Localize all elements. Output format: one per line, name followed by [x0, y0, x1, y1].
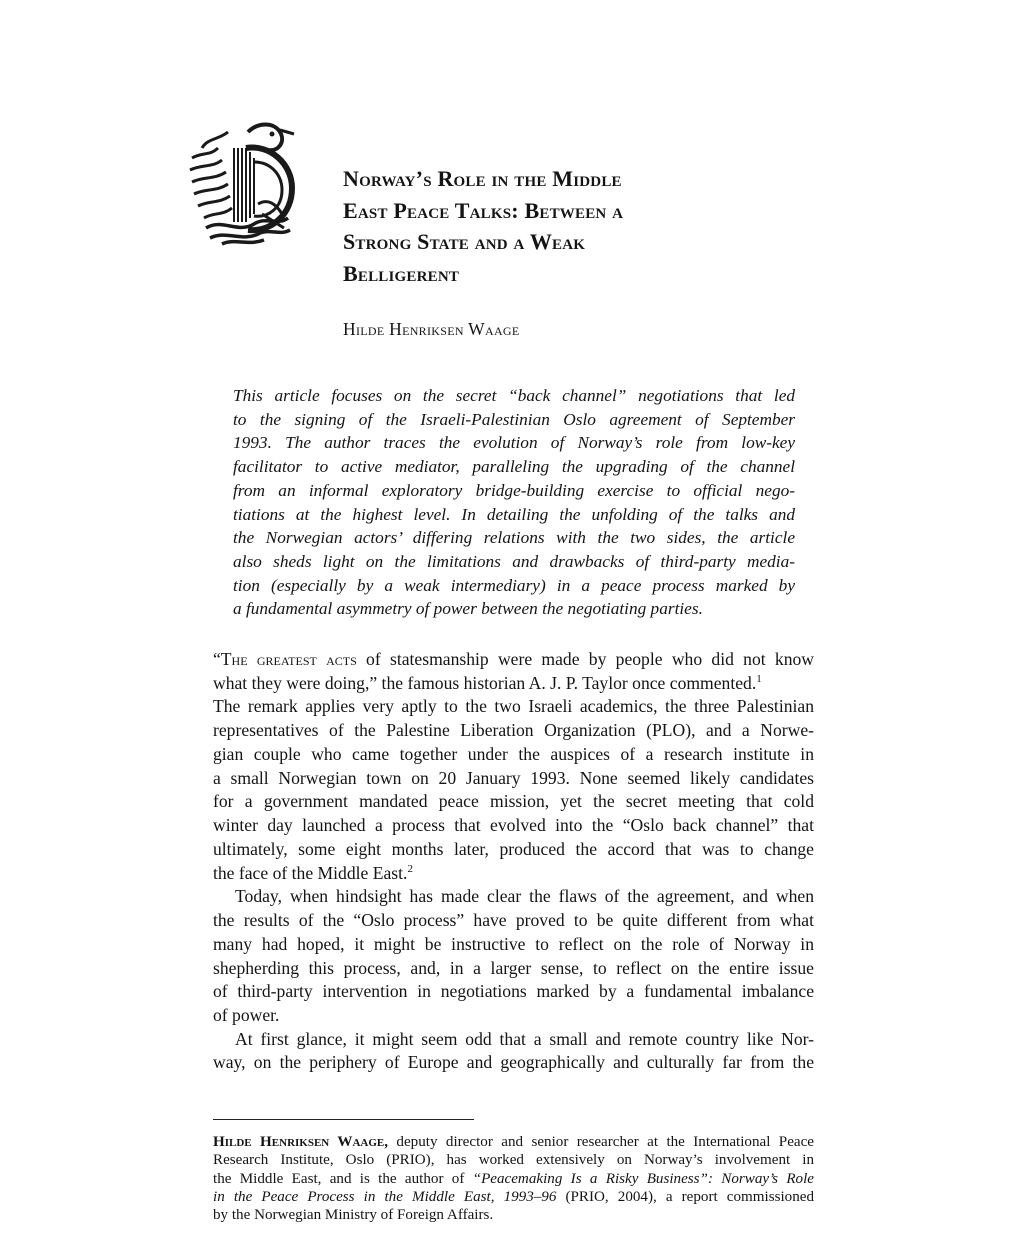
title-line: East Peace Talks: Between a	[343, 197, 624, 223]
bird-emblem-icon	[190, 125, 294, 245]
body-line-text: the face of the Middle East.	[213, 862, 408, 883]
article-title	[343, 163, 743, 289]
footnote-ref[interactable]: 1	[756, 672, 762, 685]
body-line-text: what they were doing,” the famous historian A. J. P. Taylor once commented.	[213, 672, 757, 693]
abstract-line: the Norwegian actors’ differing relations with the two sides, the article	[233, 528, 795, 548]
body-line: of third-party intervention in negotiations marked by a fundamental imbalance	[213, 981, 814, 1002]
abstract-line: a fundamental asymmetry of power between the negotiating parties.	[233, 599, 703, 619]
footnote-text: the Middle East, and is the author of	[213, 1170, 473, 1187]
body-line: representatives of the Palestine Liberation Organization (PLO), and a Norwe-	[213, 720, 814, 741]
journal-logo	[188, 118, 300, 246]
footnote-line: Research Institute, Oslo (PRIO), has worked extensively on Norway’s involvement in	[213, 1152, 814, 1169]
footnote-line	[213, 1133, 814, 1151]
body-line: winter day launched a process that evolved into the “Oslo back channel” that	[213, 815, 814, 836]
abstract-line: also sheds light on the limitations and drawbacks of third-party media-	[233, 551, 795, 571]
abstract	[233, 384, 795, 621]
body-line: for a government mandated peace mission, yet the secret meeting that cold	[213, 791, 814, 812]
body-line: Today, when hindsight has made clear the flaws of the agreement, and when	[235, 886, 814, 907]
body-line: of power.	[213, 1005, 280, 1026]
abstract-line: tion (especially by a weak intermediary) in a peace process marked by	[233, 575, 795, 595]
author-footnote	[213, 1133, 814, 1224]
body-line: a small Norwegian town on 20 January 1993. None seemed likely candidates	[213, 767, 814, 788]
article-author: Hilde Henriksen Waage	[343, 319, 520, 339]
footnote-line	[213, 1188, 814, 1206]
footnote-text: (PRIO, 2004), a report commissioned	[556, 1188, 814, 1205]
title-line: Norway’s Role in the Middle	[343, 166, 622, 191]
body-line: The remark applies very aptly to the two Israeli academics, the three Palestinian	[213, 696, 814, 717]
abstract-line: facilitator to active mediator, paralleling the upgrading of the channel	[233, 457, 795, 477]
footnote-ref[interactable]: 2	[407, 862, 413, 875]
body-line: the results of the “Oslo process” have proved to be quite different from what	[213, 910, 814, 931]
body-line: At first glance, it might seem odd that a small and remote country like Nor-	[235, 1028, 814, 1049]
body-line	[213, 862, 814, 886]
abstract-line: tiations at the highest level. In detailing the unfolding of the talks and	[233, 504, 795, 524]
body-line-text: of statesmanship were made by people who did not know	[356, 649, 814, 669]
footnote-line	[213, 1170, 814, 1188]
body-text	[213, 648, 814, 1075]
body-line	[213, 648, 814, 672]
body-line: gian couple who came together under the auspices of a research institute in	[213, 743, 814, 764]
footnote-author-name: Hilde Henriksen Waage,	[213, 1134, 389, 1150]
opening-small-caps: “The greatest acts	[213, 649, 357, 669]
body-line: many had hoped, it might be instructive to reflect on the role of Norway in	[213, 933, 814, 954]
footnote-rule	[213, 1119, 474, 1120]
abstract-line: 1993. The author traces the evolution of Norway’s role from low-key	[233, 433, 795, 453]
abstract-line: to the signing of the Israeli-Palestinian Oslo agreement of September	[233, 409, 795, 429]
footnote-text: deputy director and senior researcher at the International Peace	[388, 1134, 814, 1150]
body-line: shepherding this process, and, in a larger sense, to reflect on the entire issue	[213, 957, 814, 978]
body-line	[213, 672, 814, 696]
footnote-report-title: in the Peace Process in the Middle East, 1993–96	[213, 1188, 557, 1205]
abstract-line: This article focuses on the secret “back channel” negotiations that led	[233, 386, 795, 405]
footnote-report-title: “Peacemaking Is a Risky Business”: Norway’s Role	[472, 1170, 814, 1187]
abstract-line: from an informal exploratory bridge-building exercise to official nego-	[233, 480, 795, 500]
title-line: Belligerent	[343, 260, 460, 286]
title-line: Strong State and a Weak	[343, 229, 586, 254]
body-line: ultimately, some eight months later, produced the accord that was to change	[213, 838, 814, 859]
footnote-line: by the Norwegian Ministry of Foreign Affairs.	[213, 1207, 494, 1224]
body-line: way, on the periphery of Europe and geographically and culturally far from the	[213, 1052, 814, 1073]
